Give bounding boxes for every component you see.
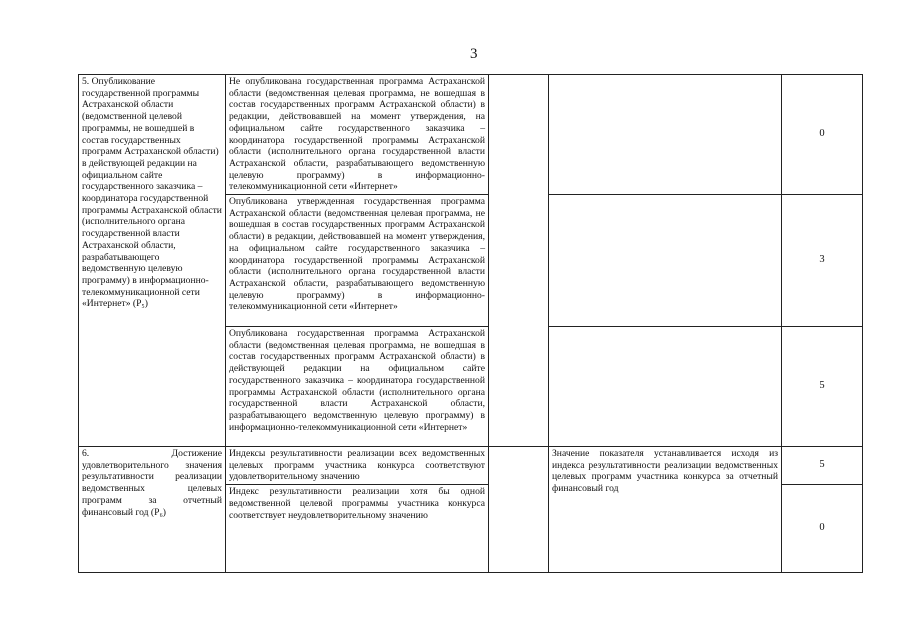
score-cell: 5 xyxy=(782,447,863,485)
criterion-cell: 6. Достижение удовлетворительного значения результативности реализации ведомственных целевых программ за отчетный финансовый год (P₆) xyxy=(79,447,226,573)
option-text-cell: Опубликована государственная программа Астраханской области (ведомственная целевая программа, не вошедшая в состав государственных программ Астраханской области) в действующей редакции на официальном сайте государственного заказчика – координатора государственной программы Астраханской области (исполнительного органа государственной власти Астраханской области, разрабатывающего ведомственную целевую программу) в информационно-телекоммуникационной сети «Интернет» xyxy=(226,327,489,447)
empty-cell xyxy=(489,75,549,447)
empty-cell xyxy=(549,195,782,327)
option-text-cell: Индексы результативности реализации всех ведомственных целевых программ участника конкурса соответствуют удовлетворительному значению xyxy=(226,447,489,485)
score-cell: 3 xyxy=(782,195,863,327)
table-row xyxy=(79,75,863,195)
criteria-table xyxy=(78,74,863,573)
option-text-cell: Индекс результативности реализации хотя бы одной ведомственной целевой программы участника конкурса соответствует неудовлетворительному значению xyxy=(226,485,489,573)
empty-cell xyxy=(549,327,782,447)
criterion-cell: 5. Опубликование государственной программы Астраханской области (ведомственной целевой программы, не вошедшей в состав государственных программ Астраханской области) в действующей редакции на официальном сайте государственного заказчика – координатора государственной программы Астраханской области (исполнительного органа государственной власти Астраханской области, разрабатывающего ведомственную целевую программу) в информационно-телекоммуникационной сети «Интернет» (P₅) xyxy=(79,75,226,447)
empty-cell xyxy=(489,447,549,573)
score-cell: 5 xyxy=(782,327,863,447)
note-cell xyxy=(549,75,782,195)
table-row xyxy=(79,447,863,485)
option-text-cell: Не опубликована государственная программа Астраханской области (ведомственная целевая программа, не вошедшая в состав государственных программ Астраханской области) в редакции, действовавшей на момент утверждения, на официальном сайте государственного заказчика – координатора государственной программы Астраханской области (исполнительного органа государственной власти Астраханской области, разрабатывающего ведомственную целевую программу) в информационно-телекоммуникационной сети «Интернет» xyxy=(226,75,489,195)
option-text-cell: Опубликована утвержденная государственная программа Астраханской области (ведомственная целевая программа, не вошедшая в состав государственных программ Астраханской области) в редакции, действовавшей на момент утверждения, на официальном сайте государственного заказчика – координатора государственной программы Астраханской области (исполнительного органа государственной власти Астраханской области, разрабатывающего ведомственную целевую программу) в информационно-телекоммуникационной сети «Интернет» xyxy=(226,195,489,327)
note-cell: Значение показателя устанавливается исходя из индекса результативности реализации ведомственных целевых программ участника конкурса за отчетный финансовый год xyxy=(549,447,782,573)
score-cell: 0 xyxy=(782,485,863,573)
page-number: 3 xyxy=(470,46,478,62)
score-cell: 0 xyxy=(782,75,863,195)
